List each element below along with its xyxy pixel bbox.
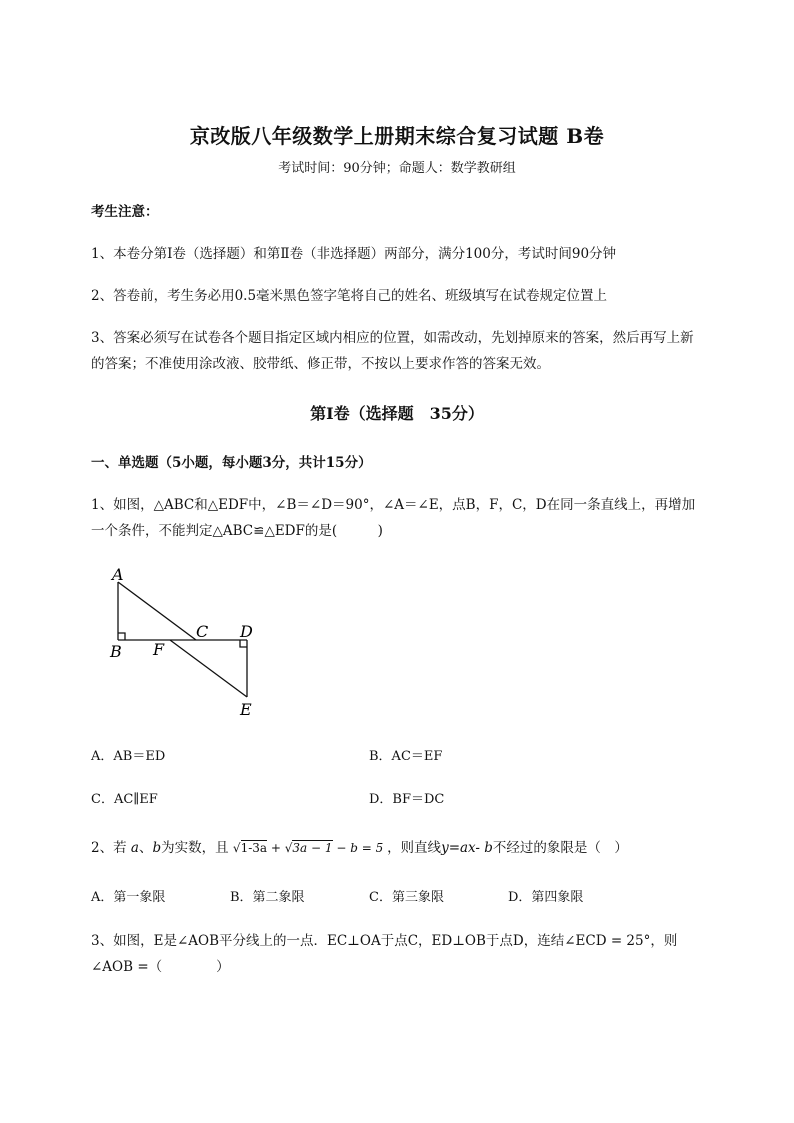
- label-e: E: [240, 700, 252, 719]
- label-d: D: [240, 622, 253, 641]
- part-heading: 一、单选题（5小题，每小题3分，共计15分）: [91, 455, 372, 471]
- q2-option-b[interactable]: B．第二象限: [230, 890, 305, 905]
- q2-sep: 、: [138, 840, 153, 856]
- q2-radicand-1: 1-3a: [240, 841, 268, 855]
- notice-heading: 考生注意：: [91, 204, 159, 220]
- q2-minus-b: − b = 5: [336, 841, 384, 855]
- sqrt-icon: √: [232, 841, 241, 855]
- right-angle-mark-d: [240, 640, 247, 647]
- label-a: A: [112, 565, 124, 584]
- exam-title: 京改版八年级数学上册期末综合复习试题 B卷: [189, 124, 605, 148]
- q2-after: ，则直线: [387, 840, 442, 856]
- q1-option-b[interactable]: B．AC＝EF: [369, 749, 443, 764]
- q2-tail: 不经过的象限是（ ）: [492, 840, 628, 856]
- q2-line-equation: y=ax- b: [441, 840, 493, 856]
- q2-option-a[interactable]: A．第一象限: [91, 890, 166, 905]
- q2-stem: [91, 836, 628, 856]
- section-title: 第I卷（选择题 35分）: [310, 404, 484, 423]
- notice-item-1: 1、本卷分第I卷（选择题）和第Ⅱ卷（非选择题）两部分，满分100分，考试时间90分钟: [91, 246, 617, 262]
- notice-item-3-line-2: 的答案；不准使用涂改液、胶带纸、修正带，不按以上要求作答的答案无效。: [91, 356, 550, 372]
- q2-plus: +: [270, 841, 281, 855]
- q2-option-d[interactable]: D．第四象限: [508, 890, 584, 905]
- q2-option-c[interactable]: C．第三象限: [369, 890, 444, 905]
- q1-figure: [104, 562, 274, 722]
- q2-radicand-2: 3a − 1: [292, 841, 333, 855]
- right-angle-mark-b: [118, 633, 125, 640]
- q1-option-a[interactable]: A．AB＝ED: [91, 749, 166, 764]
- q1-stem-line-1: 1、如图，△ABC和△EDF中，∠B＝∠D＝90°，∠A＝∠E，点B，F，C，D在同一条直线上，再增加: [91, 497, 696, 513]
- label-b: B: [110, 642, 122, 661]
- q1-stem-line-2: 一个条件，不能判定△ABC≌△EDF的是( ): [91, 523, 383, 539]
- q2-var-a: a: [130, 840, 139, 856]
- label-c: C: [196, 622, 209, 641]
- q3-stem-line-2: ∠AOB =（ ）: [91, 959, 230, 975]
- label-f: F: [153, 640, 165, 659]
- notice-item-3-line-1: 3、答案必须写在试卷各个题目指定区域内相应的位置，如需改动，先划掉原来的答案，然后再写上新: [91, 330, 694, 346]
- q2-var-b: b: [152, 840, 162, 856]
- segment-fe: [170, 640, 247, 697]
- exam-subtitle: 考试时间：90分钟；命题人：数学教研组: [278, 161, 516, 176]
- sqrt-icon: √: [284, 841, 293, 855]
- q1-option-d[interactable]: D．BF＝DC: [369, 792, 445, 807]
- q1-option-c[interactable]: C．AC∥EF: [91, 792, 158, 807]
- notice-item-2: 2、答卷前，考生务必用0.5毫米黑色签字笔将自己的姓名、班级填写在试卷规定位置上: [91, 288, 608, 304]
- segment-ac: [118, 582, 196, 640]
- q2-prefix: 2、若: [91, 840, 127, 856]
- q3-stem-line-1: 3、如图，E是∠AOB平分线上的一点．EC⊥OA于点C，ED⊥OB于点D，连结∠ECD = 25°，则: [91, 933, 678, 949]
- q2-mid: 为实数，且: [161, 840, 229, 856]
